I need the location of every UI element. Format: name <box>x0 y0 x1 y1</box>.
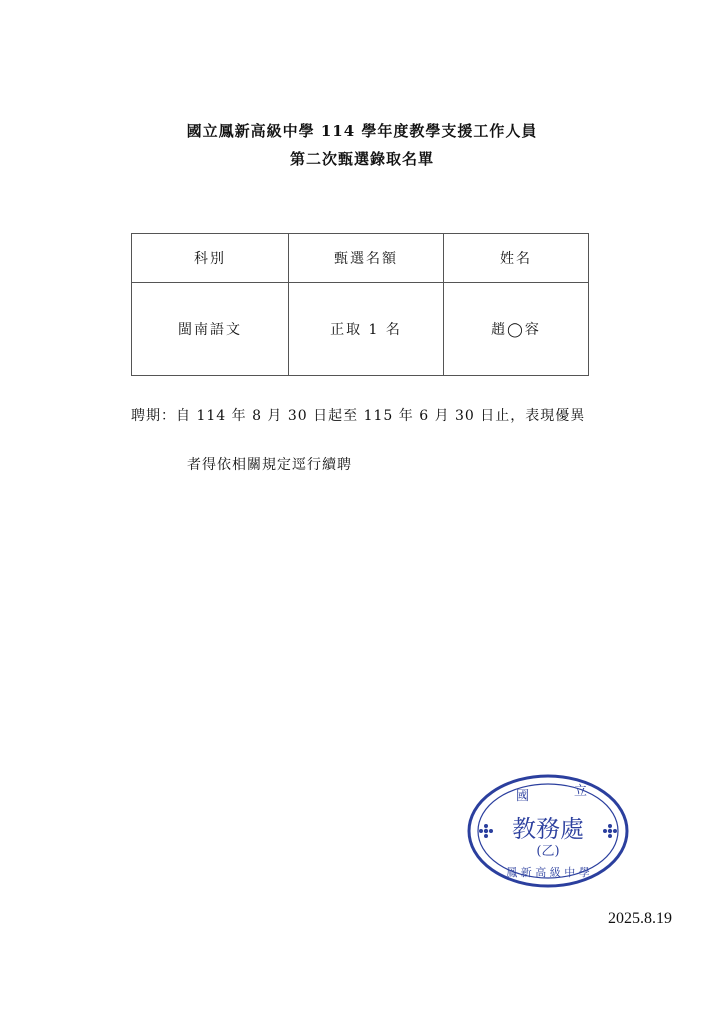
stamp-center-text: 教務處 <box>512 815 584 843</box>
column-header-quota: 甄選名額 <box>289 234 444 283</box>
cell-name: 趙◯容 <box>444 283 589 376</box>
stamp-flower-icon-right <box>603 824 617 838</box>
table-row <box>132 283 589 376</box>
document-subtitle: 第二次甄選錄取名單 <box>289 150 434 168</box>
column-header-name: 姓名 <box>444 234 589 283</box>
cell-quota: 正取 1 名 <box>289 283 444 376</box>
document-title: 國立鳳新高級中學 114 學年度教學支援工作人員 <box>186 122 538 140</box>
stamp-sub-text: (乙) <box>536 844 560 859</box>
table-header-row <box>132 234 589 283</box>
document-date: 2025.8.19 <box>608 910 672 927</box>
cell-subject: 閩南語文 <box>132 283 289 376</box>
stamp-bottom-text: 鳳 新 高 級 中 學 <box>506 866 590 879</box>
stamp-top-left-char: 國 <box>516 789 530 804</box>
admission-table <box>131 233 589 376</box>
employment-period-line1: 聘期：自 114 年 8 月 30 日起至 115 年 6 月 30 日止，表現優異 <box>131 408 586 424</box>
stamp-top-right-char: 立 <box>574 784 588 799</box>
employment-period-line2: 者得依相關規定逕行續聘 <box>187 457 352 473</box>
column-header-subject: 科別 <box>132 234 289 283</box>
office-seal-stamp <box>466 773 630 889</box>
stamp-flower-icon-left <box>479 824 493 838</box>
